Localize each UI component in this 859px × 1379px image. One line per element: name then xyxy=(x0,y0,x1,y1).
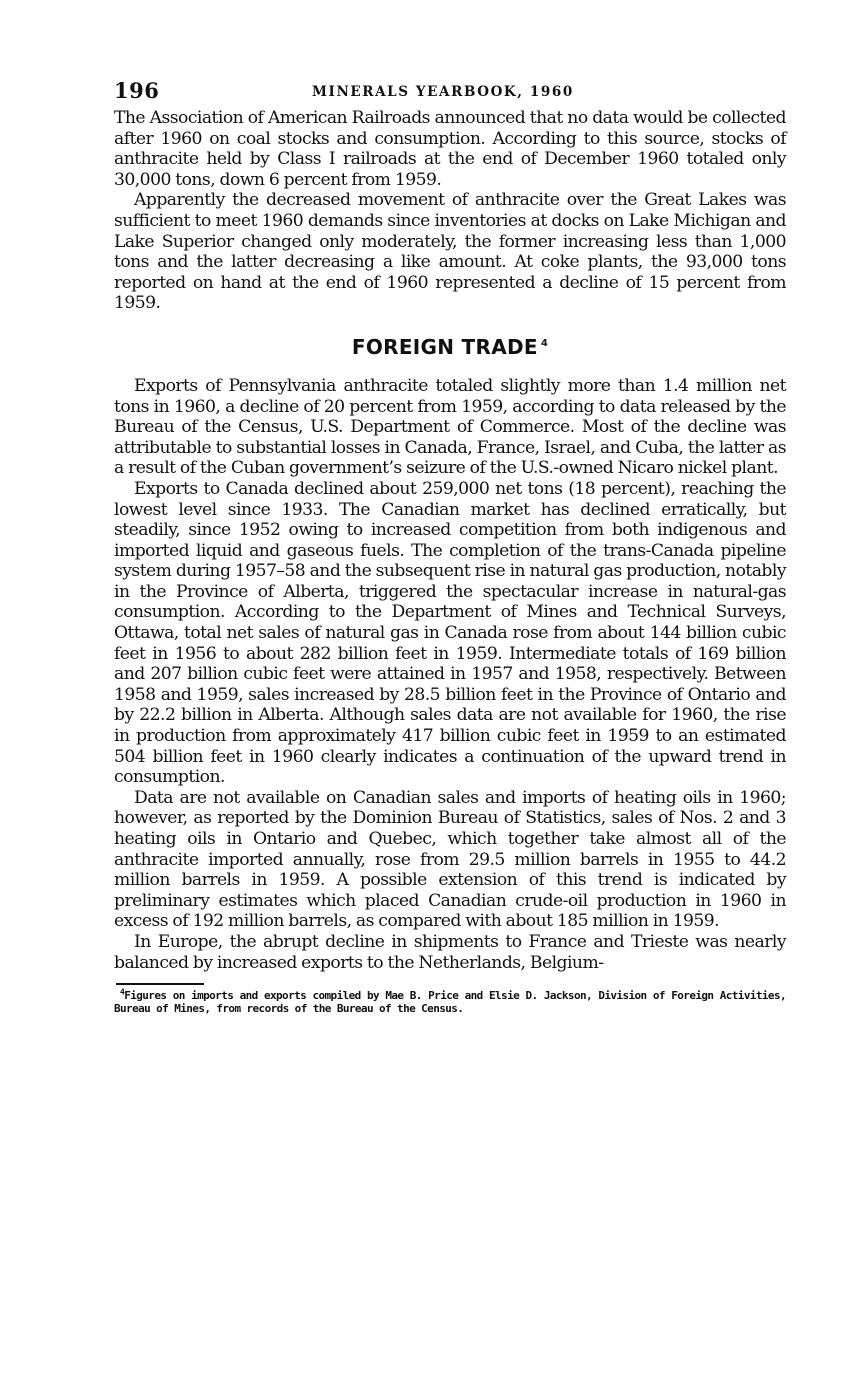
section-heading-text: FOREIGN TRADE xyxy=(351,334,538,359)
paragraph-great-lakes: Apparently the decreased movement of anthracite over the Great Lakes was sufficient to meet 1960 demands since inventories at docks on Lake Michigan and Lake Superior changed only moderately, the former increasing less than 1,000 tons and the latter decreasing a like amount. At coke plants, the 93,000 tons reported on hand at the end of 1960 represented a decline of 15 percent from 1959. xyxy=(114,190,786,314)
body-text-top xyxy=(114,108,786,314)
page-number: 196 xyxy=(114,78,160,103)
footnote-mark: 4 xyxy=(120,987,125,997)
footnote-reference: 4 xyxy=(540,338,549,350)
paragraph-railroad-stocks: The Association of American Railroads announced that no data would be collected after 1960 on coal stocks and consumption. According to this source, stocks of anthracite held by Class I railroads at the end of December 1960 totaled only 30,000 tons, down 6 percent from 1959. xyxy=(114,108,786,190)
running-header xyxy=(114,78,786,108)
section-heading-foreign-trade xyxy=(114,334,786,360)
paragraph-exports-summary: Exports of Pennsylvania anthracite totaled slightly more than 1.4 million net tons in 1960, a decline of 20 percent from 1959, according to data released by the Bureau of the Census, U.S. Department of Commerce. Most of the decline was attributable to substantial losses in Canada, France, Israel, and Cuba, the latter as a result of the Cuban government’s seizure of the U.S.-owned Nicaro nickel plant. xyxy=(114,375,786,479)
document-page xyxy=(114,78,786,1015)
footnote xyxy=(114,989,786,1015)
running-title: MINERALS YEARBOOK, 1960 xyxy=(312,84,574,100)
footnote-text: Figures on imports and exports compiled by Mae B. Price and Elsie D. Jackson, Division of Foreign Activities, Bureau of Mines, from records of the Bureau of the Census. xyxy=(114,989,786,1016)
paragraph-exports-canada: Exports to Canada declined about 259,000 net tons (18 percent), reaching the lowest level since 1933. The Canadian market has declined erratically, but steadily, since 1952 owing to increased competition from both indigenous and imported liquid and gaseous fuels. The completion of the trans-Canada pipeline system during 1957–58 and the subsequent rise in natural gas production, notably in the Province of Alberta, triggered the spectacular increase in natural-gas consumption. According to the Department of Mines and Technical Surveys, Ottawa, total net sales of natural gas in Canada rose from about 144 billion cubic feet in 1956 to about 282 billion feet in 1959. Intermediate totals of 169 billion and 207 billion cubic feet were attained in 1957 and 1958, respectively. Between 1958 and 1959, sales increased by 28.5 billion feet in the Province of Ontario and by 22.2 billion in Alberta. Although sales data are not available for 1960, the rise in production from approximately 417 billion cubic feet in 1959 to an estimated 504 billion feet in 1960 clearly indicates a continuation of the upward trend in consumption. xyxy=(114,478,786,788)
footnote-divider xyxy=(116,983,204,985)
paragraph-europe: In Europe, the abrupt decline in shipments to France and Trieste was nearly balanced by increased exports to the Netherlands, Belgium- xyxy=(114,931,786,973)
body-text-foreign-trade xyxy=(114,376,786,973)
paragraph-heating-oils: Data are not available on Canadian sales and imports of heating oils in 1960; however, as reported by the Dominion Bureau of Statistics, sales of Nos. 2 and 3 heating oils in Ontario and Quebec, which together take almost all of the anthracite imported annually, rose from 29.5 million barrels in 1955 to 44.2 million barrels in 1959. A possible extension of this trend is indicated by preliminary estimates which placed Canadian crude-oil production in 1960 in excess of 192 million barrels, as compared with about 185 million in 1959. xyxy=(114,787,786,932)
